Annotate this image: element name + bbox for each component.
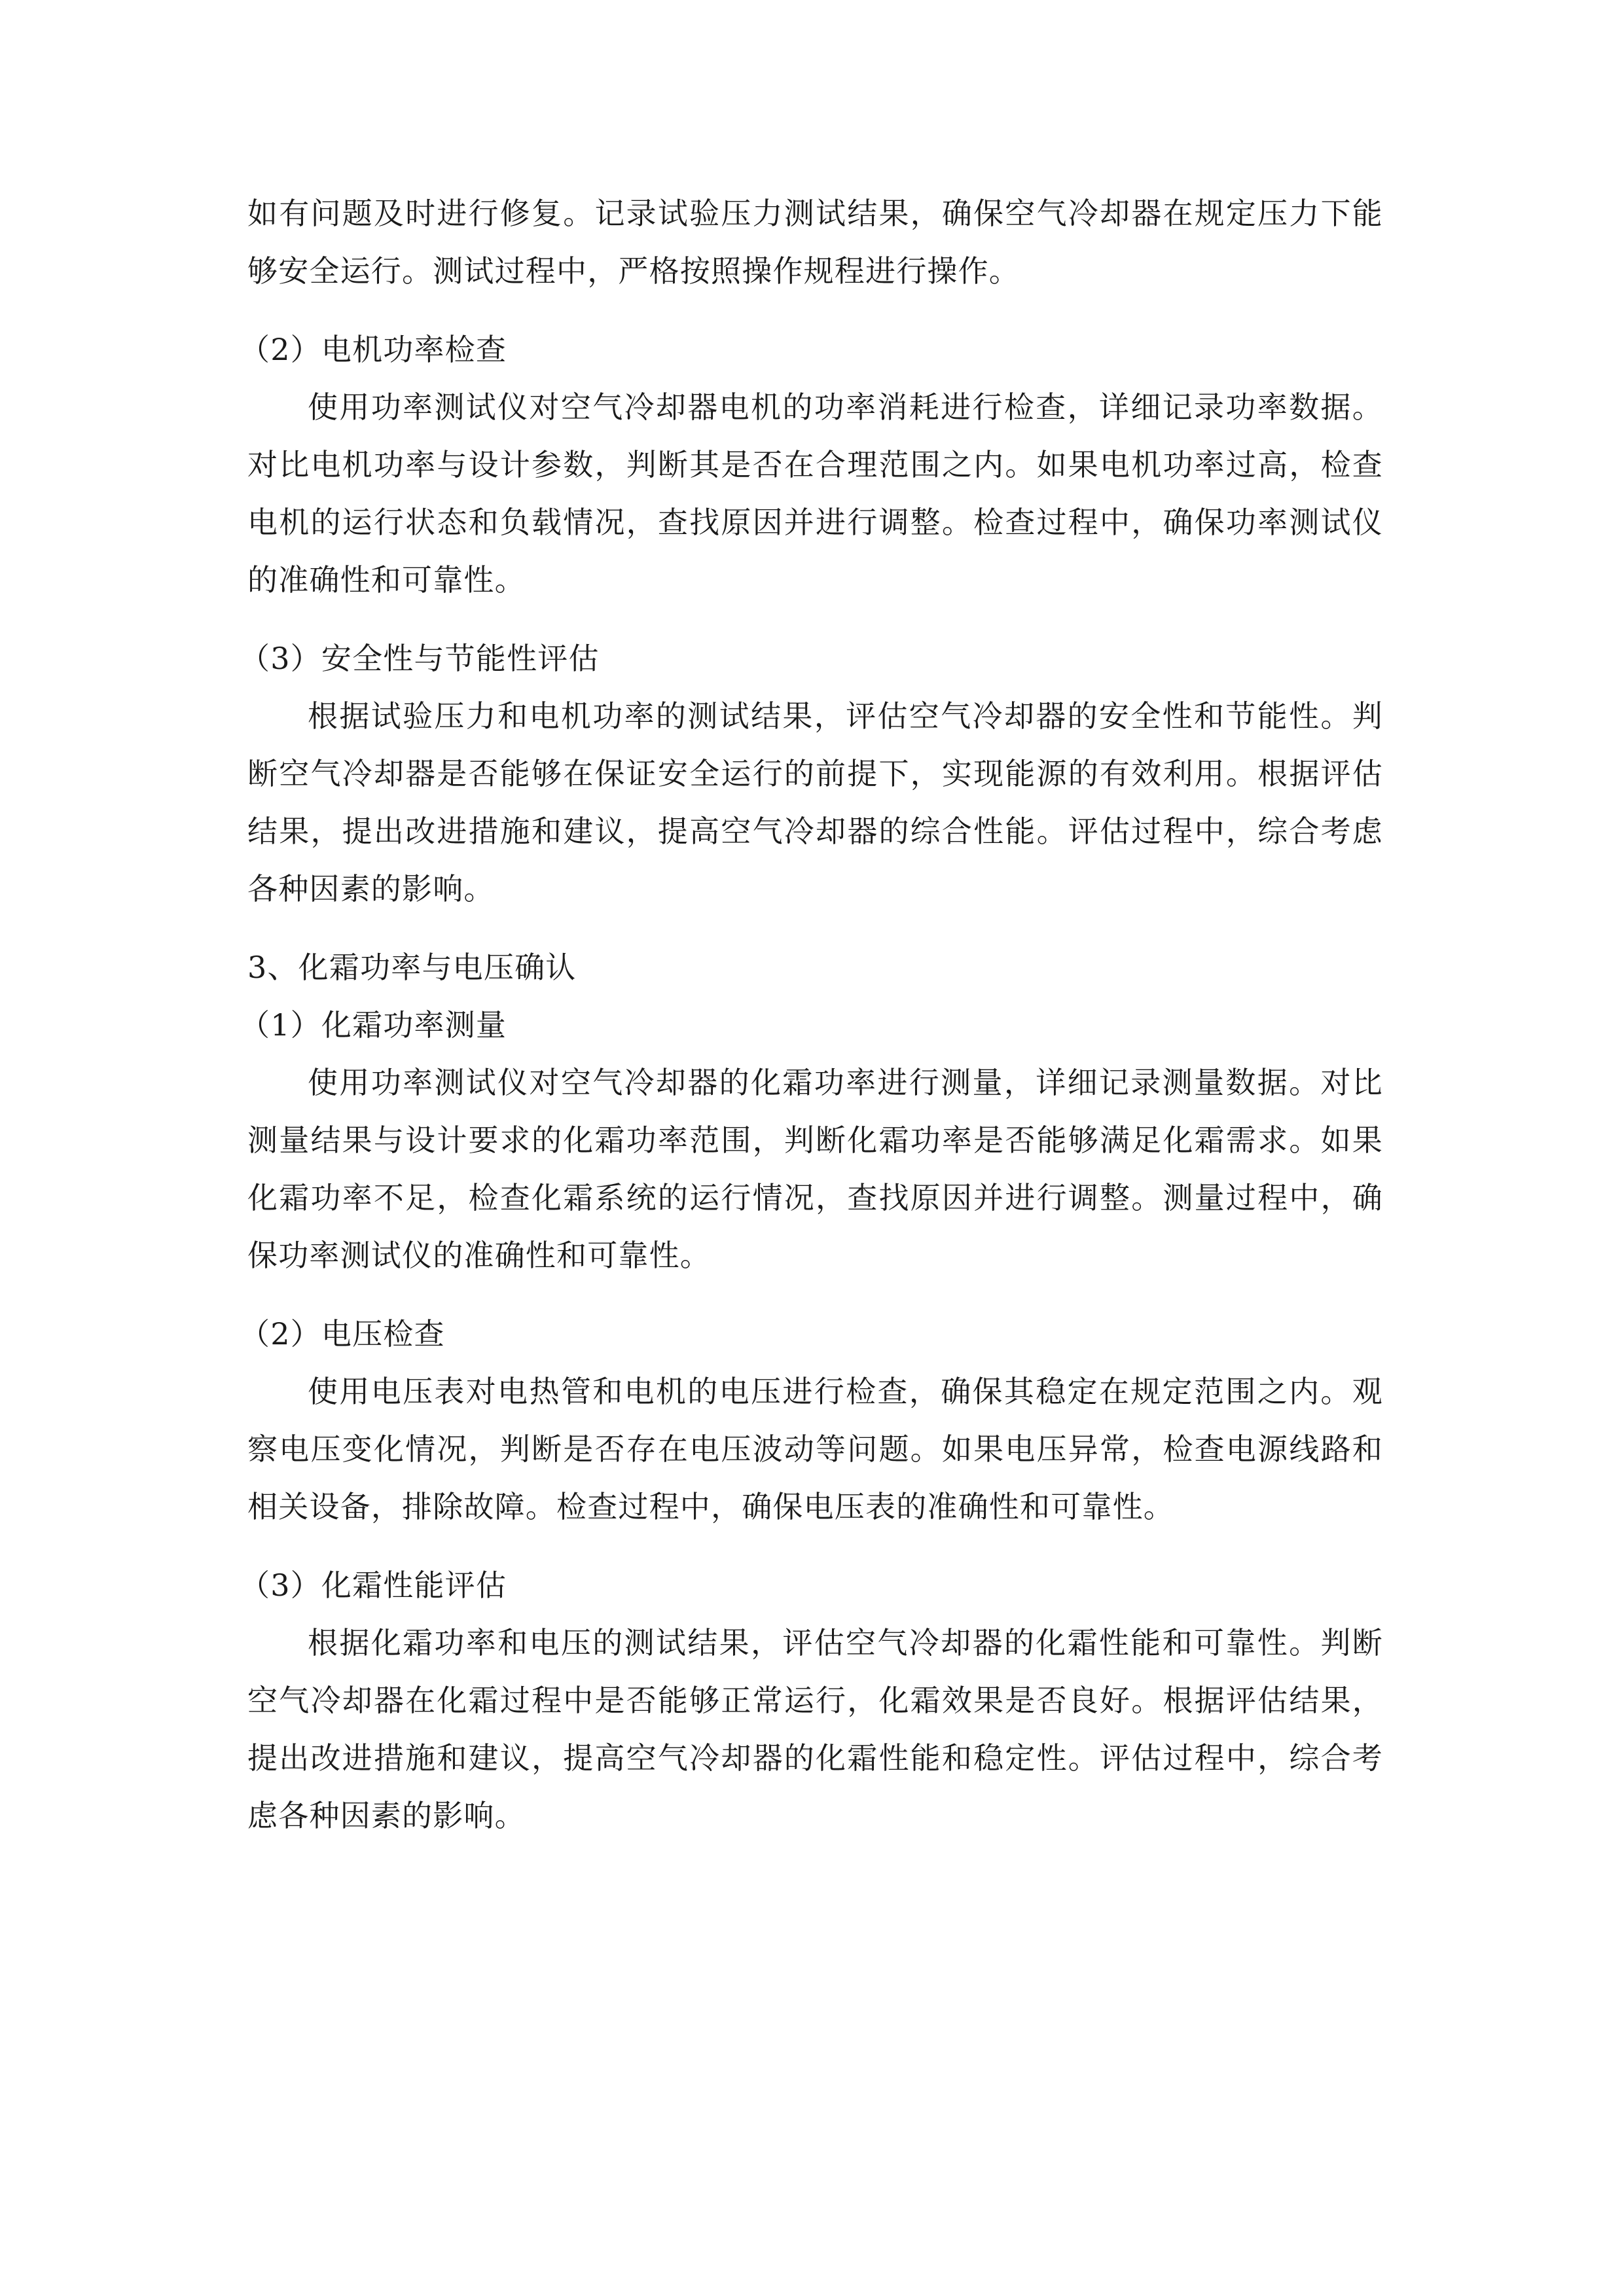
subheading-defrost-power-measurement: （1）化霜功率测量 xyxy=(240,1007,507,1043)
section-heading-defrost-power-voltage: 3、化霜功率与电压确认 xyxy=(247,950,577,985)
subheading-motor-power-check: （2）电机功率检查 xyxy=(240,332,507,367)
paragraph-defrost-power-measurement: 使用功率测试仪对空气冷却器的化霜功率进行测量，详细记录测量数据。对比测量结果与设计要求的化霜功率范围，判断化霜功率是否能够满足化霜需求。如果化霜功率不足，检查化霜系统的运行情况，查找原因并进行调整。测量过程中，确保功率测试仪的准确性和可靠性。 xyxy=(247,1065,1383,1273)
paragraph-defrost-performance-assessment: 根据化霜功率和电压的测试结果，评估空气冷却器的化霜性能和可靠性。判断空气冷却器在化霜过程中是否能够正常运行，化霜效果是否良好。根据评估结果，提出改进措施和建议，提高空气冷却器的化霜性能和稳定性。评估过程中，综合考虑各种因素的影响。 xyxy=(247,1625,1383,1833)
subheading-defrost-performance-assessment: （3）化霜性能评估 xyxy=(240,1568,507,1603)
document-body xyxy=(240,185,1383,1844)
paragraph-motor-power-check: 使用功率测试仪对空气冷却器电机的功率消耗进行检查，详细记录功率数据。对比电机功率与设计参数，判断其是否在合理范围之内。如果电机功率过高，检查电机的运行状态和负载情况，查找原因并进行调整。检查过程中，确保功率测试仪的准确性和可靠性。 xyxy=(247,389,1383,598)
subheading-safety-energy-assessment: （3）安全性与节能性评估 xyxy=(240,641,600,676)
subheading-voltage-check: （2）电压检查 xyxy=(240,1316,445,1352)
continuation-paragraph: 如有问题及时进行修复。记录试验压力测试结果，确保空气冷却器在规定压力下能够安全运行。测试过程中，严格按照操作规程进行操作。 xyxy=(247,196,1383,289)
paragraph-safety-energy-assessment: 根据试验压力和电机功率的测试结果，评估空气冷却器的安全性和节能性。判断空气冷却器是否能够在保证安全运行的前提下，实现能源的有效利用。根据评估结果，提出改进措施和建议，提高空气冷却器的综合性能。评估过程中，综合考虑各种因素的影响。 xyxy=(247,698,1383,906)
paragraph-voltage-check: 使用电压表对电热管和电机的电压进行检查，确保其稳定在规定范围之内。观察电压变化情况，判断是否存在电压波动等问题。如果电压异常，检查电源线路和相关设备，排除故障。检查过程中，确保电压表的准确性和可靠性。 xyxy=(247,1374,1383,1524)
